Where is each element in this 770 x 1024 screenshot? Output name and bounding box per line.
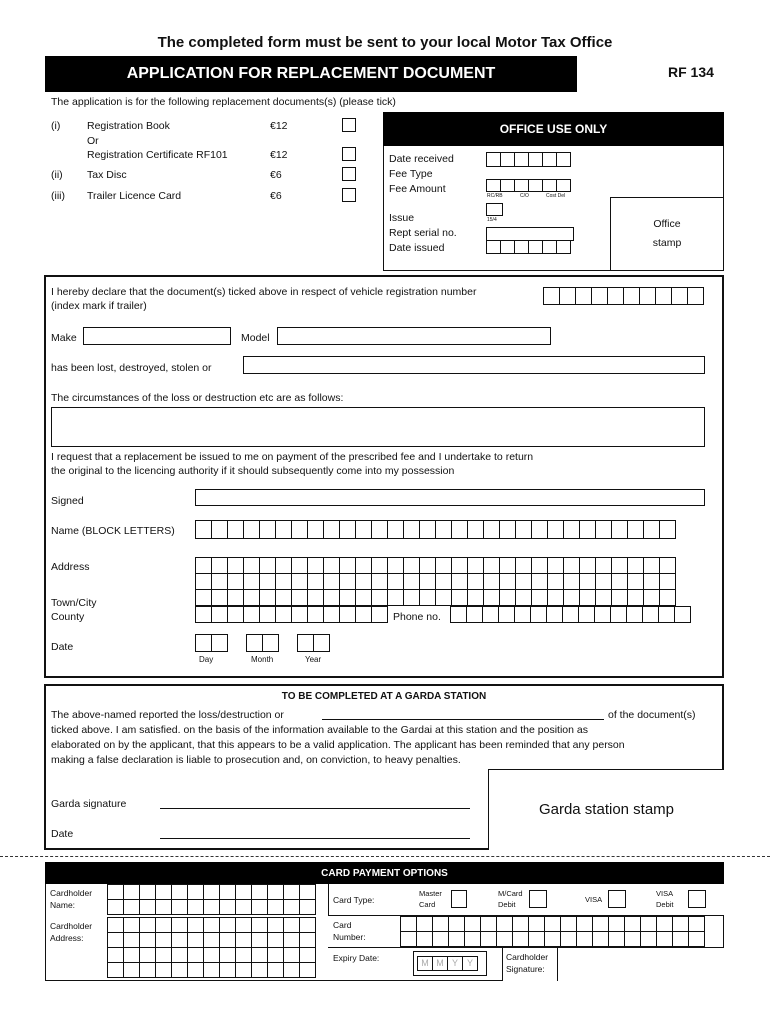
garda-p1b: of the document(s)	[608, 709, 696, 721]
year-label: Year	[305, 655, 322, 664]
office-stamp-line2: stamp	[652, 237, 682, 249]
garda-p4: making a false declaration is liable to prosecution and, on conviction, to heavy penalties.	[51, 754, 461, 766]
declaration-line2: (index mark if trailer)	[51, 300, 147, 312]
address-label: Address	[51, 561, 90, 573]
garda-signature-label: Garda signature	[51, 798, 127, 810]
doc-name: Trailer Licence Card	[87, 190, 182, 202]
doc-name: Registration Book	[87, 120, 170, 132]
cardholder-address-grid[interactable]	[107, 917, 316, 978]
visa-debit-checkbox[interactable]	[688, 890, 706, 908]
year-grid[interactable]	[297, 634, 330, 652]
expiry-year-cell[interactable]: Y	[462, 956, 478, 971]
date-issued-label: Date issued	[389, 242, 445, 254]
issue-box[interactable]	[486, 203, 503, 216]
mcard-debit-label: M/Card	[498, 889, 523, 898]
doc-num: (iii)	[51, 190, 65, 202]
form-code: RF 134	[668, 64, 714, 80]
month-label: Month	[251, 655, 274, 664]
fee-amount-grid[interactable]	[486, 179, 571, 192]
cardholder-address-label: Address:	[50, 933, 84, 943]
county-grid[interactable]	[195, 606, 388, 623]
visa-checkbox[interactable]	[608, 890, 626, 908]
visa-debit-label: Debit	[656, 900, 674, 909]
signature-input[interactable]	[195, 489, 705, 506]
model-input[interactable]	[277, 327, 551, 345]
office-stamp-line1: Office	[653, 218, 681, 230]
cardholder-name-label: Cardholder	[50, 888, 93, 898]
doc-fee: €12	[270, 120, 288, 132]
cardholder-name-grid[interactable]	[107, 884, 316, 915]
sub-label: 15/4	[487, 217, 497, 223]
cardholder-address-label: Cardholder	[50, 921, 93, 931]
date-label: Date	[51, 641, 74, 653]
visa-debit-label: VISA	[656, 889, 674, 898]
doc-name: Registration Certificate RF101	[87, 149, 228, 161]
town-label: Town/City	[51, 597, 97, 609]
master-card-checkbox[interactable]	[451, 890, 467, 908]
request-line1: I request that a replacement be issued to me on payment of the prescribed fee and I undertake to return	[51, 451, 534, 463]
doc-name: Tax Disc	[87, 169, 127, 181]
garda-doc-line[interactable]	[322, 719, 604, 720]
garda-stamp-label: Garda station stamp	[538, 801, 675, 818]
doc-num: (ii)	[51, 169, 63, 181]
date-received-label: Date received	[389, 153, 454, 165]
cardholder-signature-label: Signature:	[506, 964, 545, 974]
tick-tax-disc[interactable]	[342, 167, 356, 181]
day-label: Day	[199, 655, 214, 664]
garda-stamp-box	[488, 769, 724, 850]
master-card-label: Master	[419, 889, 442, 898]
expiry-label: Expiry Date:	[333, 953, 380, 963]
circumstances-label: The circumstances of the loss or destruction etc are as follows:	[51, 392, 344, 404]
date-issued-grid[interactable]	[486, 240, 571, 254]
fee-amount-label: Fee Amount	[389, 183, 446, 195]
lost-label: has been lost, destroyed, stolen or	[51, 362, 212, 374]
sub-label: C/O	[520, 193, 529, 199]
rept-serial-field[interactable]	[486, 227, 574, 241]
intro-text: The application is for the following replacement documents(s) (please tick)	[51, 96, 396, 108]
lost-other-input[interactable]	[243, 356, 705, 374]
master-card-label: Card	[419, 900, 436, 909]
fee-type-label: Fee Type	[389, 168, 433, 180]
office-stamp-box	[610, 197, 724, 271]
tick-registration-book[interactable]	[342, 118, 356, 132]
sub-label: RC/RB	[487, 193, 503, 199]
declaration-line1: I hereby declare that the document(s) ticked above in respect of vehicle registration number	[51, 286, 477, 298]
phone-grid[interactable]	[450, 606, 691, 623]
form-title: APPLICATION FOR REPLACEMENT DOCUMENT	[126, 65, 496, 82]
day-grid[interactable]	[195, 634, 228, 652]
mcard-debit-label: Debit	[498, 900, 516, 909]
signature-divider	[557, 947, 558, 981]
phone-label: Phone no.	[393, 611, 441, 623]
signed-label: Signed	[51, 495, 84, 507]
issue-label: Issue	[389, 212, 415, 224]
name-label: Name (BLOCK LETTERS)	[51, 525, 175, 537]
doc-fee: €6	[270, 169, 282, 181]
card-number-label: Number:	[333, 932, 366, 942]
rept-serial-label: Rept serial no.	[389, 227, 457, 239]
month-grid[interactable]	[246, 634, 279, 652]
garda-p3: elaborated on by the applicant, that this appears to be a valid application. The applicant has been reminded that any person	[51, 739, 625, 751]
garda-date-label: Date	[51, 828, 74, 840]
office-use-header	[383, 112, 724, 146]
tick-trailer-licence[interactable]	[342, 188, 356, 202]
card-type-label: Card Type:	[333, 895, 375, 905]
expiry-month-cell[interactable]: M	[432, 956, 448, 971]
circumstances-input[interactable]	[51, 407, 705, 447]
cut-line	[0, 856, 770, 857]
doc-fee: €6	[270, 190, 282, 202]
expiry-month-cell[interactable]: M	[417, 956, 433, 971]
garda-signature-line[interactable]	[160, 808, 470, 809]
name-grid[interactable]	[195, 520, 676, 539]
card-payment-title: CARD PAYMENT OPTIONS	[321, 868, 448, 879]
address-grid[interactable]	[195, 557, 676, 606]
visa-label: VISA	[585, 895, 603, 904]
model-label: Model	[241, 332, 270, 344]
sub-label: Cost Del	[546, 193, 566, 199]
cardholder-signature-label: Cardholder	[506, 952, 549, 962]
mcard-debit-checkbox[interactable]	[529, 890, 547, 908]
request-line2: the original to the licencing authority if it should subsequently come into my possession	[51, 465, 455, 477]
title-banner	[45, 56, 577, 92]
make-input[interactable]	[83, 327, 231, 345]
doc-name: Or	[87, 135, 99, 147]
tick-registration-certificate[interactable]	[342, 147, 356, 161]
motor-tax-notice: The completed form must be sent to your local Motor Tax Office	[157, 34, 613, 51]
date-received-grid[interactable]	[486, 152, 571, 167]
garda-p1a: The above-named reported the loss/destruction or	[51, 709, 284, 721]
doc-num: (i)	[51, 120, 61, 132]
county-label: County	[51, 611, 85, 623]
make-label: Make	[51, 332, 77, 344]
doc-fee: €12	[270, 149, 288, 161]
garda-p2: ticked above. I am satisfied. on the basis of the information available to the Gardai at this station and the position as	[51, 724, 588, 736]
card-number-label: Card	[333, 920, 352, 930]
card-payment-header	[45, 862, 724, 884]
expiry-year-cell[interactable]: Y	[447, 956, 463, 971]
cardholder-name-label: Name:	[50, 900, 76, 910]
expiry-grid[interactable]	[417, 956, 478, 971]
garda-title: TO BE COMPLETED AT A GARDA STATION	[281, 691, 487, 702]
registration-number-grid[interactable]	[543, 287, 704, 305]
office-use-title: OFFICE USE ONLY	[499, 122, 608, 136]
garda-date-line[interactable]	[160, 838, 470, 839]
card-number-grid[interactable]	[400, 916, 705, 947]
